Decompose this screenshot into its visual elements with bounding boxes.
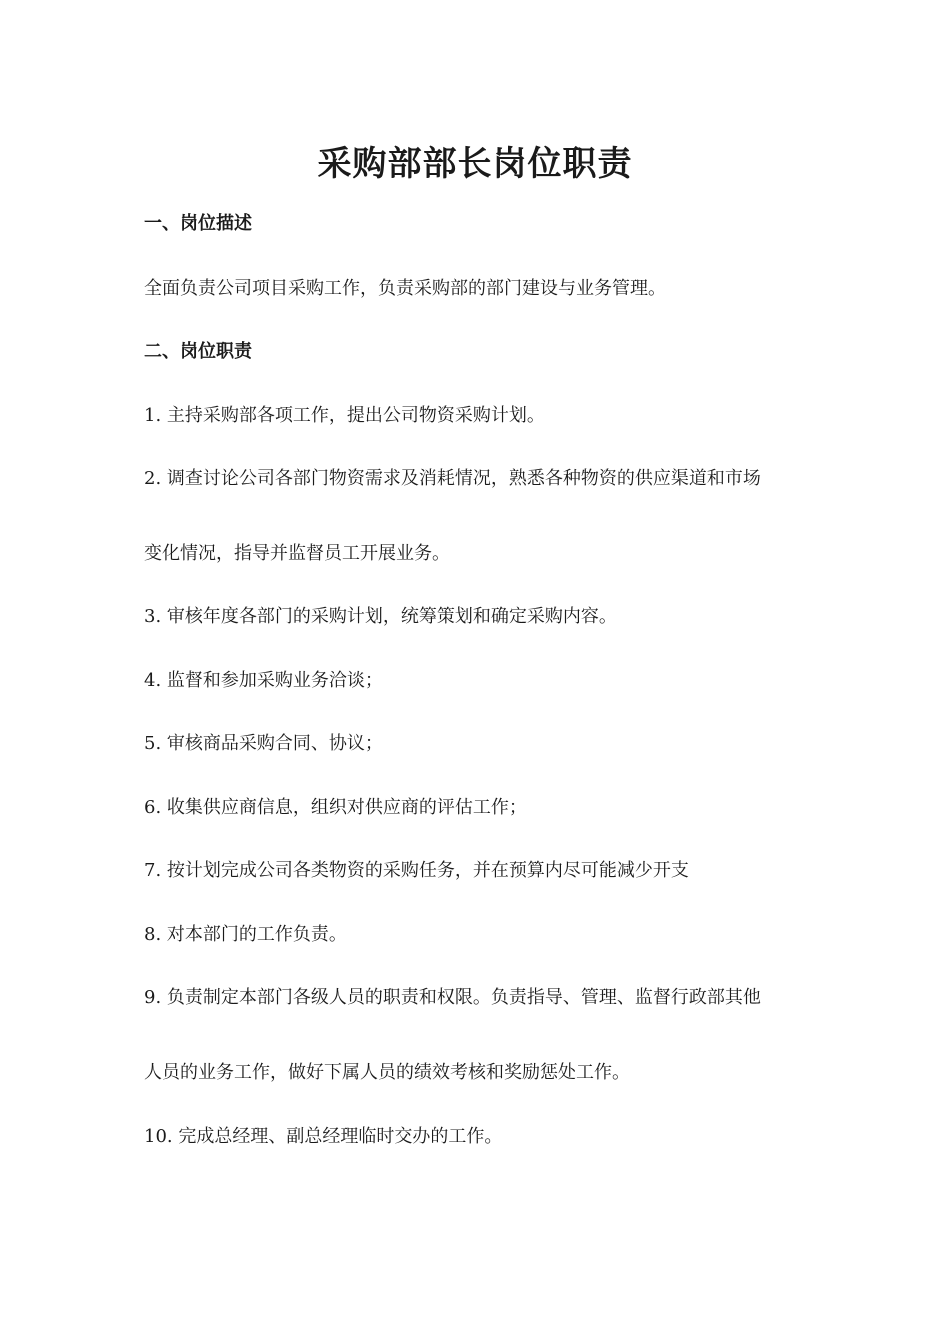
duty-item-1: 1. 主持采购部各项工作，提出公司物资采购计划。: [144, 405, 545, 426]
duty-item-5: 5. 审核商品采购合同、协议；: [144, 733, 383, 754]
duty-item-8: 8. 对本部门的工作负责。: [144, 924, 347, 945]
section-heading-description: 一、岗位描述: [144, 213, 252, 234]
section-heading-duties: 二、岗位职责: [144, 341, 252, 362]
duty-item-3: 3. 审核年度各部门的采购计划，统筹策划和确定采购内容。: [144, 606, 617, 627]
duty-item-10: 10. 完成总经理、副总经理临时交办的工作。: [144, 1126, 503, 1147]
duty-item-9-continuation: 人员的业务工作，做好下属人员的绩效考核和奖励惩处工作。: [144, 1062, 630, 1083]
duty-item-7: 7. 按计划完成公司各类物资的采购任务，并在预算内尽可能减少开支: [144, 860, 689, 881]
duty-item-2: 2. 调查讨论公司各部门物资需求及消耗情况，熟悉各种物资的供应渠道和市场: [144, 468, 761, 489]
duty-item-9: 9. 负责制定本部门各级人员的职责和权限。负责指导、管理、监督行政部其他: [144, 987, 761, 1008]
duty-item-4: 4. 监督和参加采购业务洽谈；: [144, 670, 383, 691]
section-description-text: 全面负责公司项目采购工作，负责采购部的部门建设与业务管理。: [144, 278, 666, 299]
document-title: 采购部部长岗位职责: [317, 144, 633, 184]
duty-item-2-continuation: 变化情况，指导并监督员工开展业务。: [144, 543, 450, 564]
duty-item-6: 6. 收集供应商信息，组织对供应商的评估工作；: [144, 797, 527, 818]
